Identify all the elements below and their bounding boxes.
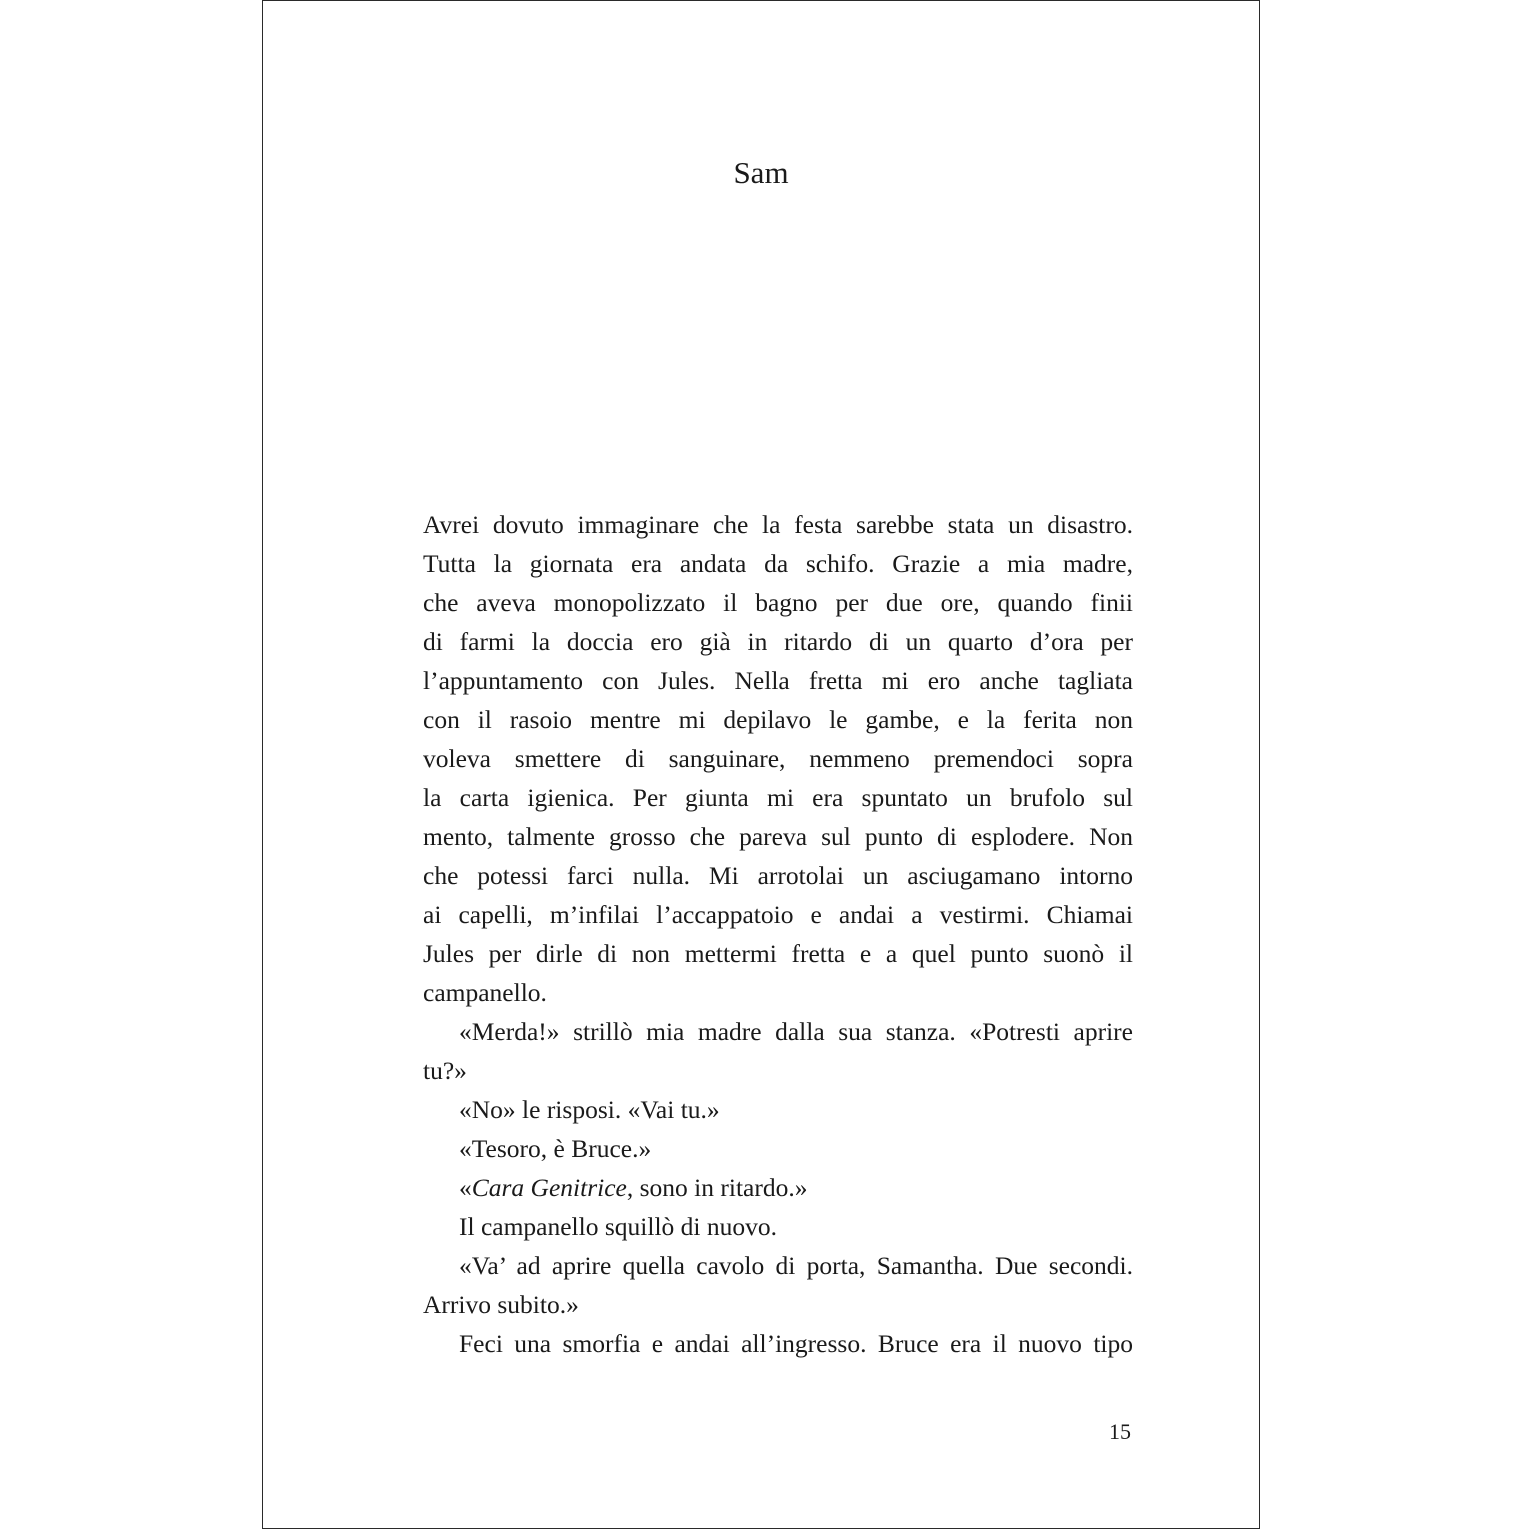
text-line: di farmi la doccia ero già in ritardo di un quarto d’ora per (423, 627, 1133, 656)
text-line: l’appuntamento con Jules. Nella fretta mi ero anche tagliata (423, 666, 1133, 695)
chapter-title: Sam (733, 155, 789, 190)
paragraph-7 (423, 1246, 1133, 1324)
paragraph-4: «Tesoro, è Bruce.» (459, 1134, 652, 1163)
text-line: che potessi farci nulla. Mi arrotolai un asciugamano intorno (423, 861, 1133, 890)
paragraph-5 (423, 1168, 1133, 1207)
paragraph-3: «No» le risposi. «Vai tu.» (459, 1095, 720, 1124)
text-line: Avrei dovuto immaginare che la festa sarebbe stata un disastro. (423, 510, 1133, 539)
paragraph-8: Feci una smorfia e andai all’ingresso. Bruce era il nuovo tipo (459, 1329, 1133, 1358)
quote-open: « (459, 1173, 472, 1202)
text-line: voleva smettere di sanguinare, nemmeno premendoci sopra (423, 744, 1133, 773)
text-line: Tutta la giornata era andata da schifo. Grazie a mia madre, (423, 549, 1133, 578)
text-line: ai capelli, m’infilai l’accappatoio e andai a vestirmi. Chiamai (423, 900, 1133, 929)
paragraph-2 (423, 1012, 1133, 1090)
text-line: Arrivo subito.» (423, 1290, 579, 1319)
body-text (423, 505, 1133, 1363)
text-line: «Merda!» strillò mia madre dalla sua stanza. «Potresti aprire (459, 1017, 1133, 1046)
page-number: 15 (1109, 1419, 1131, 1444)
text-line: «Va’ ad aprire quella cavolo di porta, Samantha. Due secondi. (459, 1251, 1133, 1280)
text-line: con il rasoio mentre mi depilavo le gambe, e la ferita non (423, 705, 1133, 734)
text-line: mento, talmente grosso che pareva sul punto di esplodere. Non (423, 822, 1133, 851)
paragraph-6: Il campanello squillò di nuovo. (459, 1212, 777, 1241)
paragraph-1 (423, 505, 1133, 1012)
text-line: Jules per dirle di non mettermi fretta e a quel punto suonò il (423, 939, 1133, 968)
book-page (262, 0, 1260, 1529)
text-line: la carta igienica. Per giunta mi era spuntato un brufolo sul (423, 783, 1133, 812)
text-line: tu?» (423, 1056, 467, 1085)
text-line: campanello. (423, 978, 547, 1007)
text-rest: , sono in ritardo.» (626, 1173, 808, 1202)
text-line: che aveva monopolizzato il bagno per due ore, quando finii (423, 588, 1133, 617)
italic-text: Cara Genitrice (471, 1173, 627, 1202)
